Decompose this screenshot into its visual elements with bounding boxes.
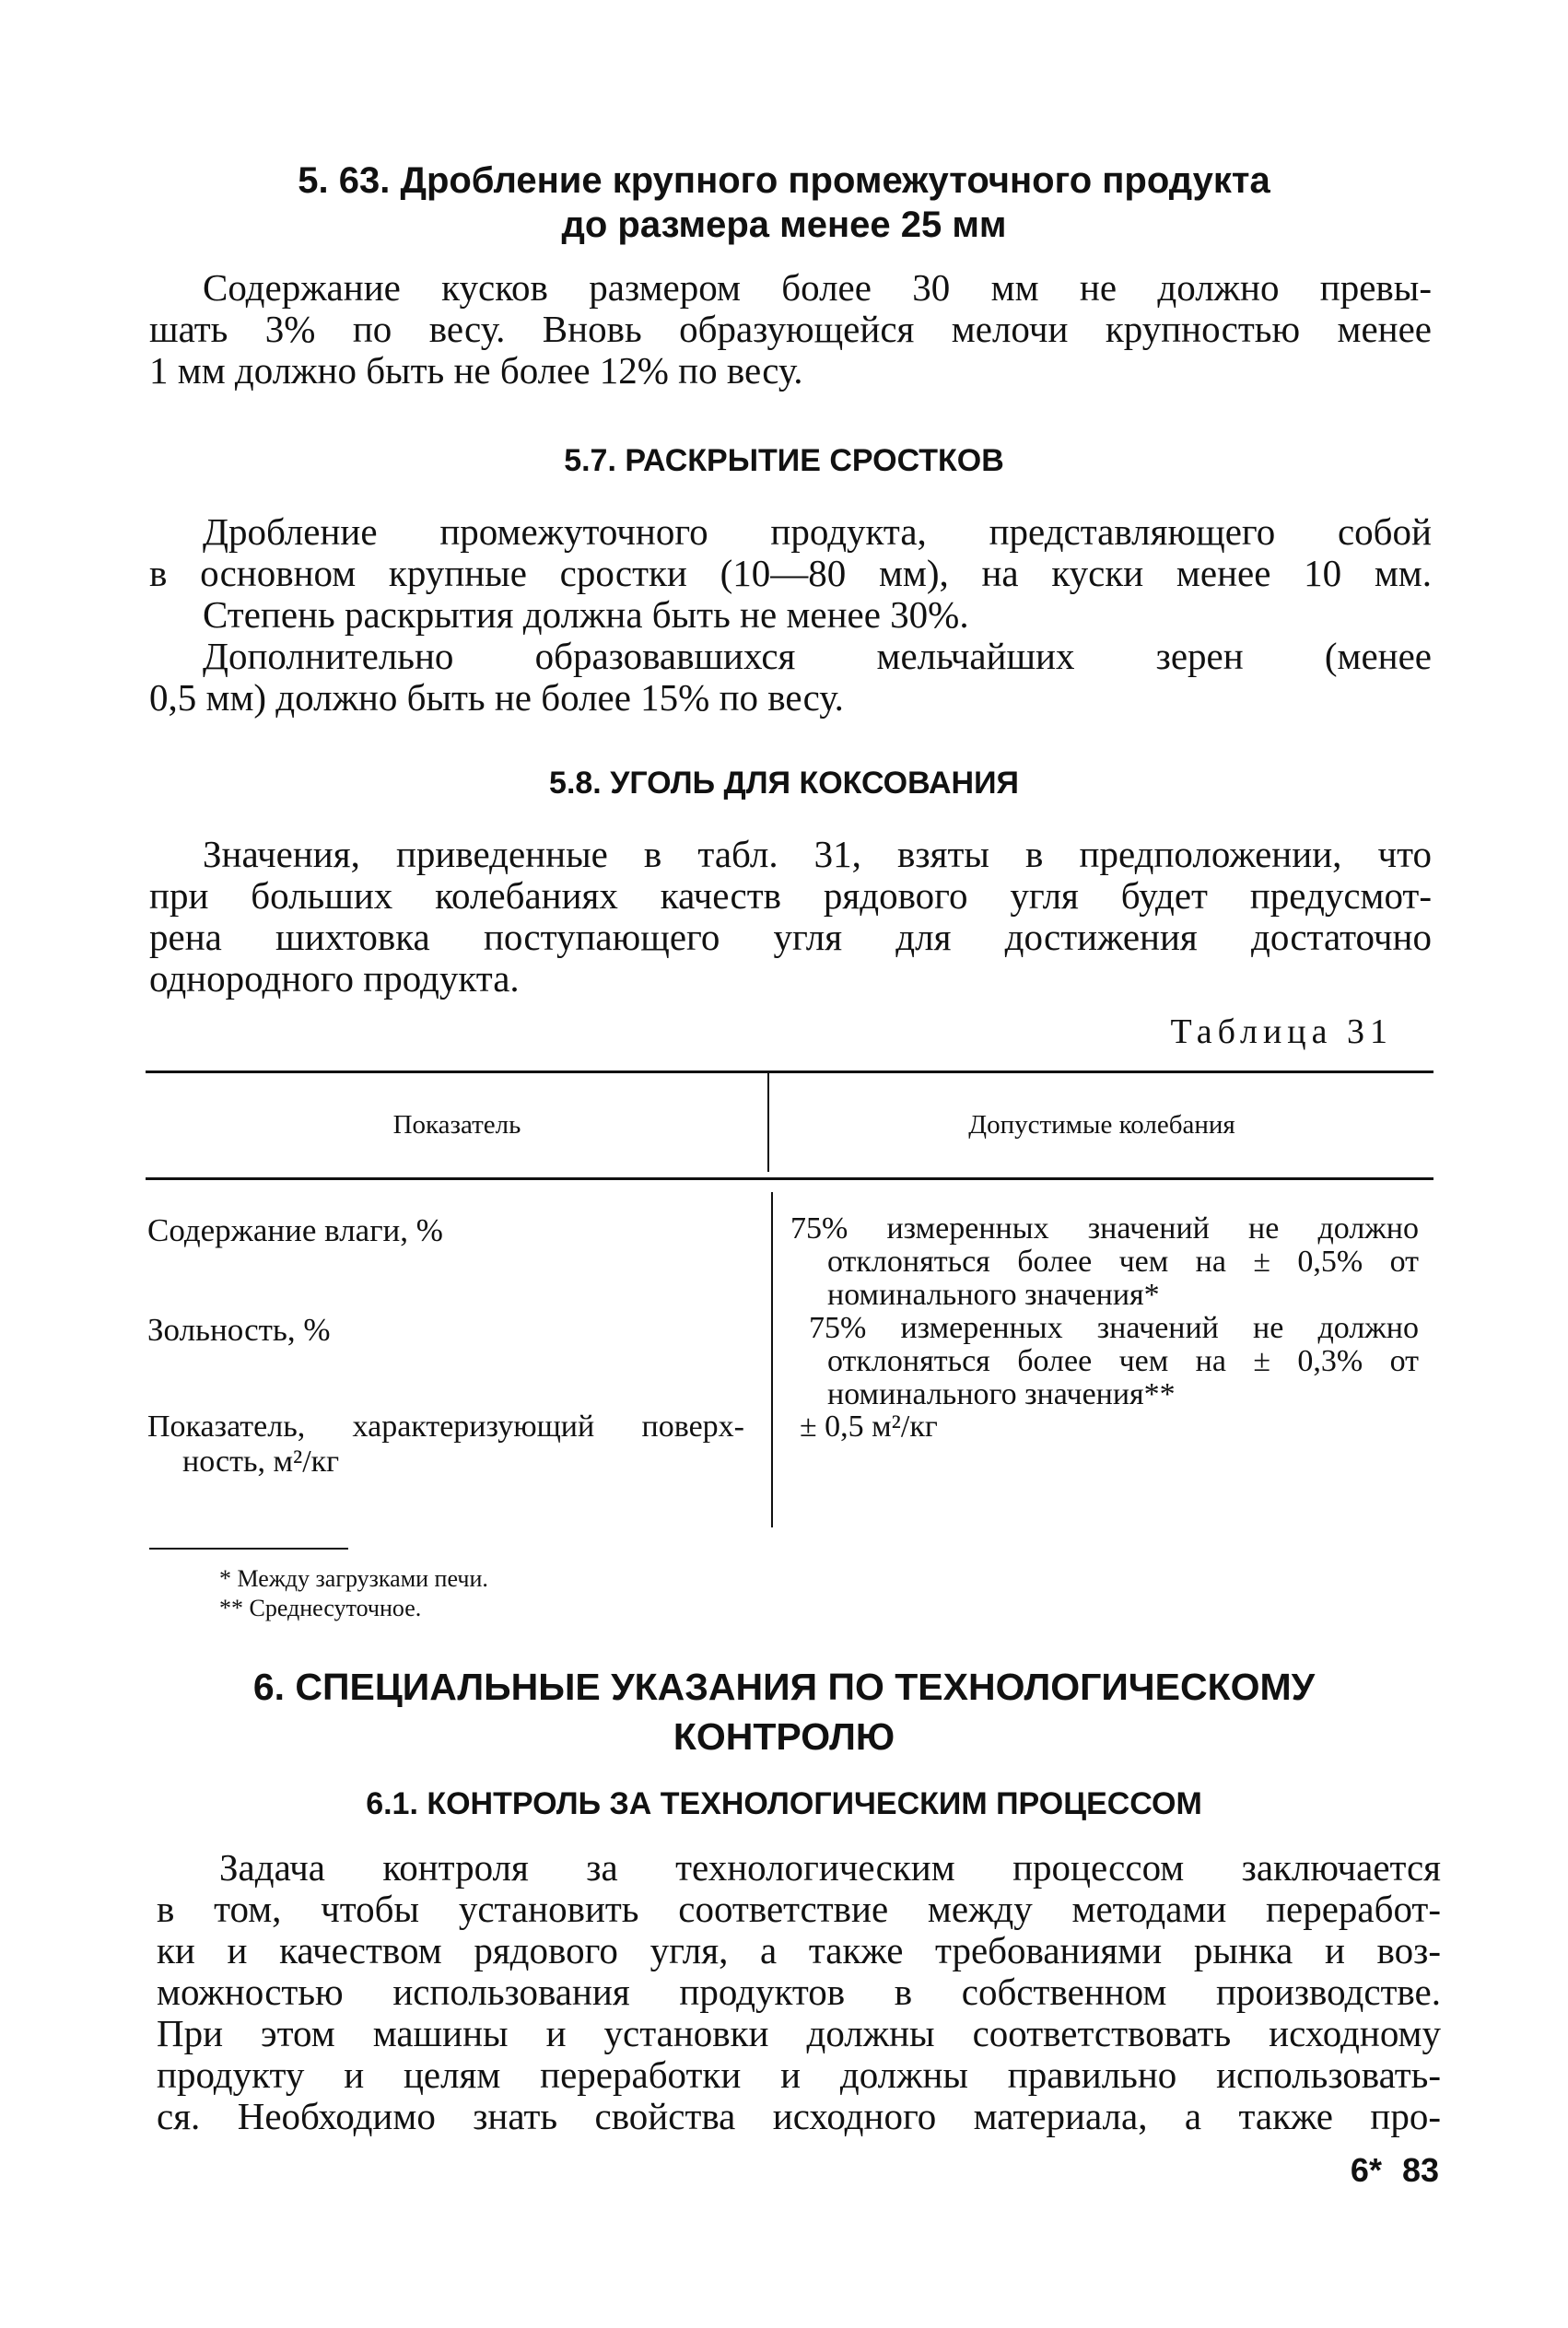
text-line: Значения, приведенные в табл. 31, взяты в предположении, что (203, 833, 1432, 875)
heading-line: 5.8. УГОЛЬ ДЛЯ КОКСОВАНИЯ (549, 766, 1019, 801)
table-header-rule (146, 1177, 1433, 1180)
text-line: 1 мм должно быть не более 12% по весу. (149, 349, 803, 392)
section-5-63-body (149, 267, 1432, 392)
page-number: 6* 83 (1350, 2151, 1439, 2189)
table-cell-tolerance: ± 0,5 м²/кг (800, 1410, 938, 1444)
footnote: ** Среднесуточное. (219, 1595, 422, 1621)
text-line: Степень раскрытия должна быть не менее 30%. (203, 593, 969, 636)
text-line: при больших колебаниях качеств рядового угля будет предусмот- (149, 874, 1432, 917)
cell-line: Показатель, характеризующий поверх- (147, 1410, 744, 1444)
table-column-divider (767, 1072, 769, 1172)
cell-line: 75% измеренных значений не должно (790, 1211, 1419, 1246)
section-5-63-heading (184, 158, 1384, 247)
table-cell-indicator (147, 1410, 744, 1480)
table-top-rule (146, 1070, 1433, 1073)
section-5-7-heading (184, 440, 1384, 481)
heading-line: КОНТРОЛЮ (673, 1715, 895, 1758)
text-line: ки и качеством рядового угля, а также требованиями рынка и воз- (157, 1929, 1441, 1971)
section-6-1-heading (184, 1784, 1384, 1824)
table-column-divider (771, 1192, 773, 1527)
section-5-7-body (149, 511, 1432, 719)
table-header-indicator: Показатель (392, 1110, 521, 1140)
text-line: шать 3% по весу. Вновь образующейся мелочи крупностью менее (149, 308, 1432, 350)
text-line: однородного продукта. (149, 957, 520, 1000)
cell-line: отклоняться более чем на ± 0,5% от (827, 1245, 1419, 1279)
text-line: 0,5 мм) должно быть не более 15% по весу. (149, 676, 844, 719)
table-cell-tolerance (809, 1312, 1419, 1411)
table-footnotes (219, 1564, 772, 1623)
table-cell-indicator: Зольность, % (147, 1312, 331, 1348)
text-line: в том, чтобы установить соответствие между методами переработ- (157, 1888, 1441, 1930)
text-line: Дробление промежуточного продукта, представляющего собой (203, 510, 1432, 553)
table-caption: Таблица 31 (1170, 1012, 1393, 1051)
section-6-heading (138, 1662, 1430, 1761)
cell-line: номинального значения** (827, 1377, 1176, 1411)
heading-line: 6.1. КОНТРОЛЬ ЗА ТЕХНОЛОГИЧЕСКИМ ПРОЦЕССОМ (366, 1786, 1202, 1821)
text-line: Дополнительно образовавшихся мельчайших зерен (менее (203, 635, 1432, 677)
text-line: Содержание кусков размером более 30 мм не должно превы- (203, 266, 1432, 309)
footnote: * Между загрузками печи. (219, 1565, 488, 1592)
text-line: Задача контроля за технологическим процессом заключается (219, 1846, 1441, 1889)
text-line: можностью использования продуктов в собственном производстве. (157, 1971, 1441, 2013)
footnote-separator (149, 1548, 348, 1550)
section-5-8-heading (184, 763, 1384, 803)
heading-line: до размера менее 25 мм (561, 205, 1007, 245)
table-header-tolerance: Допустимые колебания (968, 1110, 1235, 1140)
heading-line: 5. 63. Дробление крупного промежуточного продукта (298, 160, 1270, 201)
cell-line: 75% измеренных значений не должно (809, 1311, 1419, 1345)
text-line: ся. Необходимо знать свойства исходного материала, а также про- (157, 2095, 1441, 2137)
section-6-1-body (157, 1847, 1441, 2137)
section-5-8-body (149, 834, 1432, 1000)
cell-line: номинального значения* (827, 1278, 1160, 1312)
heading-line: 6. СПЕЦИАЛЬНЫЕ УКАЗАНИЯ ПО ТЕХНОЛОГИЧЕСКОМУ (252, 1666, 1316, 1708)
table-cell-tolerance (790, 1212, 1419, 1312)
heading-line: 5.7. РАСКРЫТИЕ СРОСТКОВ (564, 443, 1004, 478)
text-line: При этом машины и установки должны соответствовать исходному (157, 2012, 1441, 2054)
text-line: в основном крупные сростки (10—80 мм), на куски менее 10 мм. (149, 552, 1432, 594)
cell-line: ность, м²/кг (182, 1445, 340, 1479)
table-cell-indicator: Содержание влаги, % (147, 1212, 443, 1248)
cell-line: отклоняться более чем на ± 0,3% от (827, 1344, 1419, 1378)
text-line: рена шихтовка поступающего угля для достижения достаточно (149, 916, 1432, 958)
text-line: продукту и целям переработки и должны правильно использовать- (157, 2053, 1441, 2096)
